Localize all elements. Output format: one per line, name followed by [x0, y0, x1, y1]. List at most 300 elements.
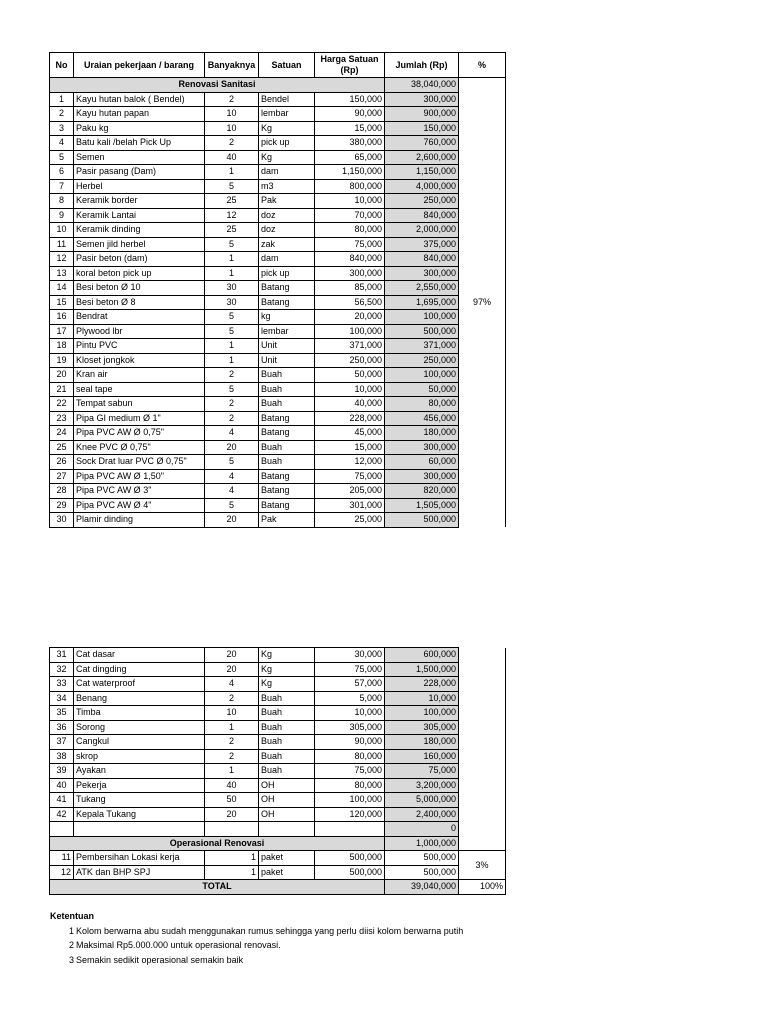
cell-no: 7: [50, 179, 74, 194]
table-row: [50, 150, 506, 165]
cell-harga: 150,000: [315, 92, 385, 107]
note-item: [50, 938, 463, 953]
cell-uraian: Batu kali /belah Pick Up: [74, 136, 205, 151]
cell-jumlah: 375,000: [385, 237, 459, 252]
cell-jumlah: 250,000: [385, 353, 459, 368]
cell-jumlah: 840,000: [385, 252, 459, 267]
section-percentage: 3%: [459, 851, 506, 880]
table-row: [50, 107, 506, 122]
note-number: 3: [68, 954, 74, 965]
cell-jumlah: 228,000: [385, 677, 459, 692]
cell-harga: 840,000: [315, 252, 385, 267]
cell-banyaknya: 25: [205, 194, 259, 209]
cell-no: 30: [50, 513, 74, 528]
cell-satuan: pick up: [259, 136, 315, 151]
cell-banyaknya: 5: [205, 324, 259, 339]
cell-uraian: Pasir pasang (Dam): [74, 165, 205, 180]
cell-uraian: Paku kg: [74, 121, 205, 136]
cell-jumlah: 2,400,000: [385, 807, 459, 822]
cell-banyaknya: 5: [205, 498, 259, 513]
cell-harga: 75,000: [315, 662, 385, 677]
cell-satuan: Batang: [259, 281, 315, 296]
cell-jumlah: 0: [385, 822, 459, 837]
table-row: [50, 455, 506, 470]
cell-satuan: lembar: [259, 107, 315, 122]
cell-satuan: Bendel: [259, 92, 315, 107]
table-row: [50, 179, 506, 194]
cell-jumlah: 2,600,000: [385, 150, 459, 165]
cell-banyaknya: 2: [205, 691, 259, 706]
cell-no: 1: [50, 92, 74, 107]
cell-harga: 120,000: [315, 807, 385, 822]
cell-no: 18: [50, 339, 74, 354]
cell-harga: 80,000: [315, 749, 385, 764]
cell-no: 4: [50, 136, 74, 151]
cell-jumlah: 100,000: [385, 368, 459, 383]
cell-uraian: Plywood lbr: [74, 324, 205, 339]
section-total: 1,000,000: [385, 836, 459, 851]
cell-satuan: Pak: [259, 513, 315, 528]
cell-banyaknya: 30: [205, 281, 259, 296]
table-row: [50, 807, 506, 822]
cell-jumlah: 500,000: [385, 865, 459, 880]
table-row: [50, 324, 506, 339]
cell-harga: 1,150,000: [315, 165, 385, 180]
cell-satuan: Buah: [259, 691, 315, 706]
cell-harga: 15,000: [315, 440, 385, 455]
table-row: [50, 749, 506, 764]
cell-satuan: doz: [259, 223, 315, 238]
cell-pct-blank: [459, 807, 506, 822]
cell-banyaknya: 2: [205, 92, 259, 107]
cell-uraian: Semen: [74, 150, 205, 165]
cell-uraian: seal tape: [74, 382, 205, 397]
cell-banyaknya: 10: [205, 121, 259, 136]
section-title: Renovasi Sanitasi: [50, 78, 385, 93]
cell-no: 36: [50, 720, 74, 735]
table-row: [50, 266, 506, 281]
cell-satuan: kg: [259, 310, 315, 325]
cell-banyaknya: 2: [205, 136, 259, 151]
cell-harga: 15,000: [315, 121, 385, 136]
cell-banyaknya: 1: [205, 252, 259, 267]
cell-satuan: Buah: [259, 735, 315, 750]
cell-jumlah: 500,000: [385, 513, 459, 528]
cell-pct-blank: [459, 749, 506, 764]
cell-empty: [205, 822, 259, 837]
cell-jumlah: 1,505,000: [385, 498, 459, 513]
header-satuan: Satuan: [259, 53, 315, 78]
cell-jumlah: 4,000,000: [385, 179, 459, 194]
cell-harga: 20,000: [315, 310, 385, 325]
cell-harga: 70,000: [315, 208, 385, 223]
cell-uraian: Sock Drat luar PVC Ø 0,75": [74, 455, 205, 470]
cell-jumlah: 80,000: [385, 397, 459, 412]
cell-uraian: Pasir beton (dam): [74, 252, 205, 267]
cell-no: 42: [50, 807, 74, 822]
table-row: [50, 706, 506, 721]
cell-harga: 65,000: [315, 150, 385, 165]
cell-no: 41: [50, 793, 74, 808]
table-row: [50, 735, 506, 750]
cell-satuan: Kg: [259, 677, 315, 692]
cell-satuan: Kg: [259, 648, 315, 663]
cell-banyaknya: 1: [205, 720, 259, 735]
cell-uraian: ATK dan BHP SPJ: [74, 865, 205, 880]
cell-uraian: Timba: [74, 706, 205, 721]
cell-banyaknya: 25: [205, 223, 259, 238]
cell-no: 32: [50, 662, 74, 677]
table-row: [50, 252, 506, 267]
cell-no: 6: [50, 165, 74, 180]
cell-no: 39: [50, 764, 74, 779]
blank-row: [50, 822, 506, 837]
cell-harga: 380,000: [315, 136, 385, 151]
cell-harga: 90,000: [315, 107, 385, 122]
cell-jumlah: 100,000: [385, 310, 459, 325]
cell-no: 17: [50, 324, 74, 339]
note-text: Maksimal Rp5.000.000 untuk operasional renovasi.: [76, 940, 281, 950]
cell-banyaknya: 1: [205, 165, 259, 180]
table-row: [50, 208, 506, 223]
cell-uraian: Pipa GI medium Ø 1": [74, 411, 205, 426]
cell-no: 24: [50, 426, 74, 441]
cell-harga: 45,000: [315, 426, 385, 441]
cell-uraian: Sorong: [74, 720, 205, 735]
cell-harga: 300,000: [315, 266, 385, 281]
total-value: 39,040,000: [385, 880, 459, 895]
header-uraian: Uraian pekerjaan / barang: [74, 53, 205, 78]
cell-satuan: Batang: [259, 411, 315, 426]
cell-uraian: Cangkul: [74, 735, 205, 750]
table-row: [50, 411, 506, 426]
section-title: Operasional Renovasi: [50, 836, 385, 851]
cell-no: 29: [50, 498, 74, 513]
cell-no: 14: [50, 281, 74, 296]
cell-satuan: Buah: [259, 397, 315, 412]
cell-empty: [50, 822, 74, 837]
cell-harga: 800,000: [315, 179, 385, 194]
cell-jumlah: 305,000: [385, 720, 459, 735]
cell-satuan: Buah: [259, 440, 315, 455]
cell-harga: 30,000: [315, 648, 385, 663]
cell-harga: 305,000: [315, 720, 385, 735]
cell-pct-blank: [459, 778, 506, 793]
cell-uraian: Pintu PVC: [74, 339, 205, 354]
cell-jumlah: 5,000,000: [385, 793, 459, 808]
table-row: [50, 691, 506, 706]
cell-jumlah: 100,000: [385, 706, 459, 721]
cell-banyaknya: 4: [205, 469, 259, 484]
cell-satuan: zak: [259, 237, 315, 252]
cell-no: 3: [50, 121, 74, 136]
table-row: [50, 92, 506, 107]
cell-satuan: Pak: [259, 194, 315, 209]
cell-uraian: Benang: [74, 691, 205, 706]
cell-harga: 80,000: [315, 778, 385, 793]
cell-banyaknya: 20: [205, 807, 259, 822]
cell-satuan: Buah: [259, 706, 315, 721]
cell-satuan: OH: [259, 793, 315, 808]
cell-uraian: Herbel: [74, 179, 205, 194]
cell-banyaknya: 5: [205, 179, 259, 194]
cell-jumlah: 840,000: [385, 208, 459, 223]
cell-empty: [315, 822, 385, 837]
cell-harga: 40,000: [315, 397, 385, 412]
cell-no: 23: [50, 411, 74, 426]
cell-uraian: Kran air: [74, 368, 205, 383]
cell-no: 26: [50, 455, 74, 470]
cell-banyaknya: 40: [205, 778, 259, 793]
cell-uraian: Cat dasar: [74, 648, 205, 663]
cell-satuan: Kg: [259, 662, 315, 677]
cell-banyaknya: 5: [205, 237, 259, 252]
cell-harga: 250,000: [315, 353, 385, 368]
cell-pct-blank: [459, 648, 506, 663]
cell-no: 12: [50, 865, 74, 880]
table-row: [50, 513, 506, 528]
cell-no: 31: [50, 648, 74, 663]
cell-satuan: Batang: [259, 469, 315, 484]
cell-satuan: Buah: [259, 368, 315, 383]
cell-uraian: Knee PVC Ø 0,75": [74, 440, 205, 455]
cell-harga: 25,000: [315, 513, 385, 528]
cell-no: 21: [50, 382, 74, 397]
cell-uraian: Plamir dinding: [74, 513, 205, 528]
cell-no: 11: [50, 851, 74, 866]
cell-pct-blank: [459, 706, 506, 721]
cell-empty: [259, 822, 315, 837]
section-row-operasional: [50, 836, 506, 851]
cell-satuan: dam: [259, 252, 315, 267]
cell-uraian: Tukang: [74, 793, 205, 808]
cell-harga: 80,000: [315, 223, 385, 238]
notes-section: [50, 909, 463, 967]
cell-harga: 50,000: [315, 368, 385, 383]
cell-jumlah: 180,000: [385, 426, 459, 441]
cell-no: 38: [50, 749, 74, 764]
cell-uraian: Bendrat: [74, 310, 205, 325]
cell-no: 27: [50, 469, 74, 484]
table-row: [50, 136, 506, 151]
cell-jumlah: 500,000: [385, 851, 459, 866]
table-row: [50, 339, 506, 354]
cell-banyaknya: 1: [205, 339, 259, 354]
cell-pct-blank: [459, 677, 506, 692]
cell-satuan: Kg: [259, 150, 315, 165]
section-total: 38,040,000: [385, 78, 459, 93]
cell-banyaknya: 20: [205, 662, 259, 677]
cell-harga: 12,000: [315, 455, 385, 470]
table-row: [50, 677, 506, 692]
cell-no: 11: [50, 237, 74, 252]
table-row: [50, 295, 506, 310]
cell-jumlah: 500,000: [385, 324, 459, 339]
cell-pct-blank: [459, 735, 506, 750]
total-row: [50, 880, 506, 895]
cell-harga: 75,000: [315, 764, 385, 779]
cell-satuan: Buah: [259, 455, 315, 470]
cell-pct-blank: [459, 720, 506, 735]
cell-banyaknya: 10: [205, 706, 259, 721]
note-item: [50, 953, 463, 968]
cell-jumlah: 300,000: [385, 266, 459, 281]
table-row: [50, 662, 506, 677]
cell-jumlah: 150,000: [385, 121, 459, 136]
cell-jumlah: 600,000: [385, 648, 459, 663]
cell-banyaknya: 2: [205, 368, 259, 383]
table-row: [50, 498, 506, 513]
cell-no: 28: [50, 484, 74, 499]
table-row: [50, 121, 506, 136]
table-row: [50, 237, 506, 252]
cell-no: 9: [50, 208, 74, 223]
note-text: Kolom berwarna abu sudah menggunakan rumus sehingga yang perlu diisi kolom berwarna putih: [76, 925, 464, 936]
cell-uraian: Kayu hutan balok ( Bendel): [74, 92, 205, 107]
note-number: 2: [68, 940, 74, 950]
cell-uraian: Pipa PVC AW Ø 1,50": [74, 469, 205, 484]
cell-uraian: Semen jild herbel: [74, 237, 205, 252]
cell-harga: 205,000: [315, 484, 385, 499]
cell-banyaknya: 4: [205, 677, 259, 692]
cell-banyaknya: 2: [205, 411, 259, 426]
cell-satuan: Unit: [259, 353, 315, 368]
cell-jumlah: 50,000: [385, 382, 459, 397]
cell-uraian: Pembersihan Lokasi kerja: [74, 851, 205, 866]
cell-jumlah: 900,000: [385, 107, 459, 122]
table-row: [50, 865, 506, 880]
cell-jumlah: 300,000: [385, 469, 459, 484]
cell-uraian: koral beton pick up: [74, 266, 205, 281]
cell-banyaknya: 4: [205, 484, 259, 499]
cell-jumlah: 60,000: [385, 455, 459, 470]
cell-harga: 57,000: [315, 677, 385, 692]
cell-satuan: Buah: [259, 382, 315, 397]
table-row: [50, 484, 506, 499]
cell-banyaknya: 5: [205, 310, 259, 325]
cell-no: 40: [50, 778, 74, 793]
cell-no: 25: [50, 440, 74, 455]
cell-harga: 85,000: [315, 281, 385, 296]
table-row: [50, 310, 506, 325]
table-row: [50, 382, 506, 397]
cell-uraian: Pipa PVC AW Ø 3": [74, 484, 205, 499]
cell-no: 12: [50, 252, 74, 267]
cell-jumlah: 300,000: [385, 92, 459, 107]
cell-satuan: pick up: [259, 266, 315, 281]
section-row-renovasi: [50, 78, 506, 93]
note-item: [50, 924, 463, 939]
table-header-row: [50, 53, 506, 78]
cell-jumlah: 1,150,000: [385, 165, 459, 180]
cell-banyaknya: 5: [205, 382, 259, 397]
cell-banyaknya: 20: [205, 513, 259, 528]
cell-banyaknya: 4: [205, 426, 259, 441]
cell-satuan: Kg: [259, 121, 315, 136]
cell-uraian: Besi beton Ø 10: [74, 281, 205, 296]
table-row: [50, 793, 506, 808]
cell-banyaknya: 1: [205, 851, 259, 866]
cell-banyaknya: 12: [205, 208, 259, 223]
cell-uraian: Tempat sabun: [74, 397, 205, 412]
budget-table-page-2: [49, 647, 506, 895]
total-label: TOTAL: [50, 880, 385, 895]
cell-jumlah: 760,000: [385, 136, 459, 151]
cell-no: 33: [50, 677, 74, 692]
cell-no: 20: [50, 368, 74, 383]
cell-harga: 100,000: [315, 793, 385, 808]
table-row: [50, 223, 506, 238]
table-row: [50, 648, 506, 663]
cell-harga: 228,000: [315, 411, 385, 426]
cell-harga: 90,000: [315, 735, 385, 750]
section-percentage: 97%: [459, 78, 506, 528]
cell-satuan: paket: [259, 851, 315, 866]
cell-satuan: Buah: [259, 764, 315, 779]
cell-uraian: Besi beton Ø 8: [74, 295, 205, 310]
cell-satuan: Batang: [259, 484, 315, 499]
cell-satuan: doz: [259, 208, 315, 223]
cell-satuan: Batang: [259, 426, 315, 441]
cell-harga: 500,000: [315, 865, 385, 880]
cell-satuan: Buah: [259, 749, 315, 764]
cell-uraian: skrop: [74, 749, 205, 764]
cell-banyaknya: 40: [205, 150, 259, 165]
cell-jumlah: 180,000: [385, 735, 459, 750]
cell-uraian: Pipa PVC AW Ø 0,75": [74, 426, 205, 441]
cell-jumlah: 1,500,000: [385, 662, 459, 677]
cell-banyaknya: 50: [205, 793, 259, 808]
table-row: [50, 764, 506, 779]
cell-uraian: Pekerja: [74, 778, 205, 793]
header-pct: %: [459, 53, 506, 78]
cell-harga: 10,000: [315, 382, 385, 397]
table-row: [50, 194, 506, 209]
cell-uraian: Kepala Tukang: [74, 807, 205, 822]
cell-harga: 10,000: [315, 194, 385, 209]
cell-no: 35: [50, 706, 74, 721]
note-number: 1: [68, 925, 74, 936]
cell-satuan: Batang: [259, 498, 315, 513]
cell-banyaknya: 30: [205, 295, 259, 310]
cell-banyaknya: 2: [205, 735, 259, 750]
table-row: [50, 281, 506, 296]
cell-jumlah: 300,000: [385, 440, 459, 455]
cell-uraian: Pipa PVC AW Ø 4": [74, 498, 205, 513]
cell-pct-blank: [459, 822, 506, 837]
cell-harga: 100,000: [315, 324, 385, 339]
cell-no: 16: [50, 310, 74, 325]
cell-jumlah: 75,000: [385, 764, 459, 779]
cell-jumlah: 456,000: [385, 411, 459, 426]
cell-satuan: OH: [259, 807, 315, 822]
cell-uraian: Cat waterproof: [74, 677, 205, 692]
cell-banyaknya: 2: [205, 397, 259, 412]
cell-no: 10: [50, 223, 74, 238]
cell-satuan: dam: [259, 165, 315, 180]
cell-no: 15: [50, 295, 74, 310]
cell-banyaknya: 20: [205, 648, 259, 663]
cell-jumlah: 250,000: [385, 194, 459, 209]
total-percentage: 100%: [459, 880, 506, 895]
table-row: [50, 720, 506, 735]
cell-satuan: lembar: [259, 324, 315, 339]
cell-uraian: Kloset jongkok: [74, 353, 205, 368]
table-row: [50, 165, 506, 180]
cell-no: 37: [50, 735, 74, 750]
cell-jumlah: 3,200,000: [385, 778, 459, 793]
cell-jumlah: 2,000,000: [385, 223, 459, 238]
